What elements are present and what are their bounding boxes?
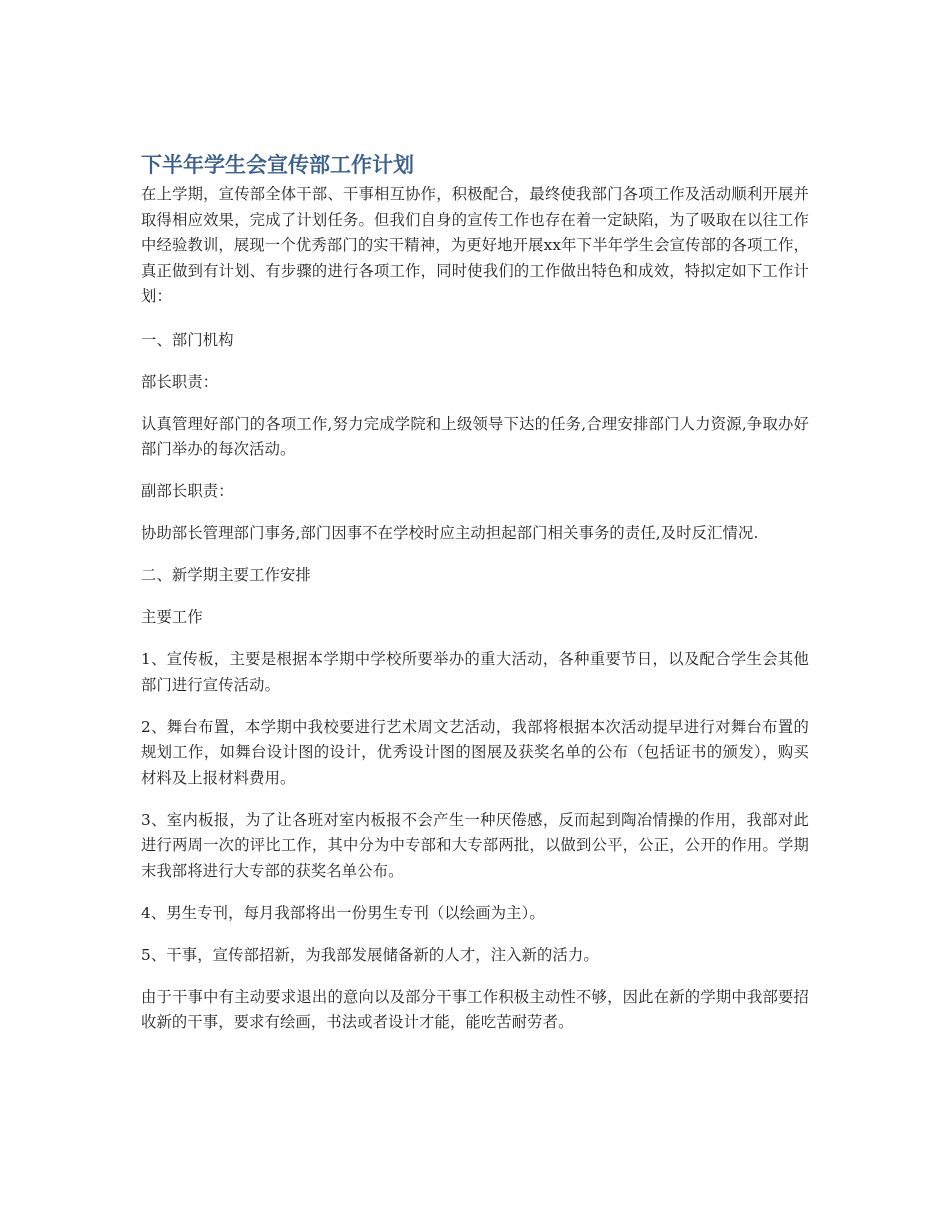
main-work-heading: 主要工作	[141, 608, 203, 626]
work-item-2: 2、舞台布置，本学期中我校要进行艺术周文艺活动，我部将根据本次活动提早进行对舞台布置的规划工作，如舞台设计图的设计，优秀设计图的图展及获奖名单的公布（包括证书的颁发），购买材料及上报材料费用。	[141, 717, 809, 787]
intro-paragraph: 在上学期，宣传部全体干部、干事相互协作，积极配合，最终使我部门各项工作及活动顺利开展并取得相应效果，完成了计划任务。但我们自身的宣传工作也存在着一定缺陷，为了吸取在以往工作中经验教训，展现一个优秀部门的实干精神，为更好地开展xx年下半年学生会宣传部的各项工作，真正做到有计划、有步骤的进行各项工作，同时使我们的工作做出特色和成效，特拟定如下工作计划：	[141, 185, 809, 305]
document-page	[141, 150, 809, 1052]
minister-duties-text: 认真管理好部门的各项工作,努力完成学院和上级领导下达的任务,合理安排部门人力资源,争取办好部门举办的每次活动。	[141, 414, 809, 458]
work-item-3: 3、室内板报，为了让各班对室内板报不会产生一种厌倦感，反而起到陶冶情操的作用，我部对此进行两周一次的评比工作，其中分为中专部和大专部两批，以做到公平，公正，公开的作用。学期末我部将进行大专部的获奖名单公布。	[141, 810, 809, 880]
recruitment-paragraph: 由于干事中有主动要求退出的意向以及部分干事工作积极主动性不够，因此在新的学期中我部要招收新的干事，要求有绘画，书法或者设计才能，能吃苦耐劳者。	[141, 987, 809, 1031]
work-item-4: 4、男生专刊，每月我部将出一份男生专刊（以绘画为主）。	[141, 903, 545, 922]
vice-minister-duties-text: 协助部长管理部门事务,部门因事不在学校时应主动担起部门相关事务的责任,及时反汇情况.	[141, 524, 759, 542]
section-heading-work-plan: 二、新学期主要工作安排	[141, 566, 311, 584]
document-title: 下半年学生会宣传部工作计划	[141, 153, 414, 177]
work-item-1: 1、宣传板，主要是根据本学期中学校所要举办的重大活动，各种重要节日，以及配合学生会其他部门进行宣传活动。	[141, 650, 809, 694]
minister-duties-heading: 部长职责：	[141, 372, 219, 391]
work-item-5: 5、干事，宣传部招新，为我部发展储备新的人才，注入新的活力。	[141, 945, 599, 964]
vice-minister-duties-heading: 副部长职责：	[141, 482, 234, 500]
section-heading-department: 一、部门机构	[141, 330, 234, 349]
